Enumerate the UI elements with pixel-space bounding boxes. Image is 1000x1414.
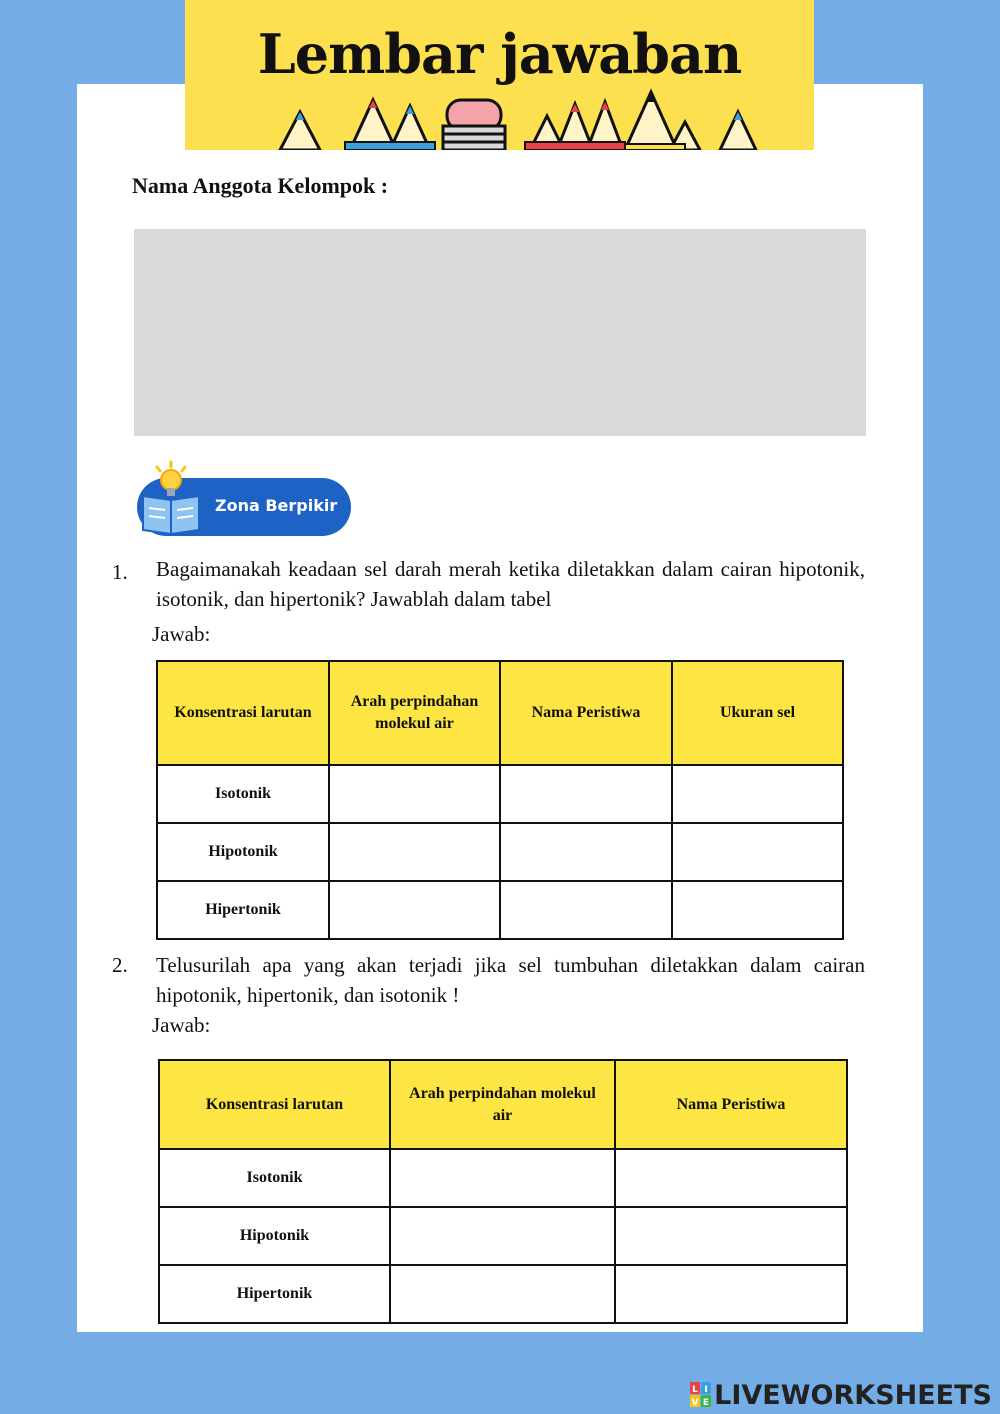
answer-cell[interactable] (329, 823, 500, 881)
table-row (159, 1265, 847, 1323)
row-label-hipertonik: Hipertonik (159, 1265, 390, 1323)
answer-cell[interactable] (615, 1207, 847, 1265)
answer-input[interactable] (681, 785, 834, 802)
answer-cell[interactable] (672, 881, 843, 939)
book-lightbulb-icon (135, 460, 209, 538)
table-1-header-ukuran: Ukuran sel (672, 661, 843, 765)
answer-cell[interactable] (329, 765, 500, 823)
members-label: Nama Anggota Kelompok : (132, 173, 389, 198)
row-label-isotonik: Isotonik (157, 765, 329, 823)
answer-cell[interactable] (329, 881, 500, 939)
answer-cell[interactable] (672, 823, 843, 881)
answer-cell[interactable] (390, 1265, 615, 1323)
answer-input[interactable] (624, 1227, 838, 1244)
answer-input[interactable] (624, 1169, 838, 1186)
answer-input[interactable] (399, 1227, 606, 1244)
logo-letter-l: L (692, 1385, 699, 1395)
table-row (159, 1149, 847, 1207)
question-2-answer-label: Jawab: (152, 1013, 211, 1037)
zona-berpikir-label: Zona Berpikir (215, 496, 338, 515)
pencils-illustration (185, 86, 814, 150)
row-label-hipotonik: Hipotonik (157, 823, 329, 881)
question-2-text: Telusurilah apa yang akan terjadi jika sel tumbuhan diletakkan dalam cairan hipotonik, hipertonik, dan isotonik ! (156, 953, 865, 1007)
liveworksheets-brand: LIVEWORKSHEETS (714, 1379, 992, 1411)
answer-input[interactable] (681, 843, 834, 860)
table-2-header-konsentrasi: Konsentrasi larutan (159, 1060, 390, 1149)
question-1-number: 1. (112, 560, 128, 584)
answer-cell[interactable] (672, 765, 843, 823)
answer-table-2 (158, 1059, 848, 1324)
answer-input[interactable] (399, 1169, 606, 1186)
page-title: Lembar jawaban (257, 22, 742, 86)
logo-letter-i: I (704, 1385, 708, 1395)
table-1-header-konsentrasi: Konsentrasi larutan (157, 661, 329, 765)
table-2-header-arah: Arah perpindahan molekul air (390, 1060, 615, 1149)
answer-input[interactable] (624, 1285, 838, 1302)
answer-cell[interactable] (500, 765, 672, 823)
answer-input[interactable] (338, 843, 491, 860)
answer-table-1 (156, 660, 844, 940)
table-row (159, 1207, 847, 1265)
table-row (157, 765, 843, 823)
answer-input[interactable] (509, 785, 663, 802)
zona-berpikir-badge (137, 478, 351, 536)
members-input[interactable] (134, 229, 866, 436)
question-1-text: Bagaimanakah keadaan sel darah merah ketika diletakkan dalam cairan hipotonik, isotonik, dan hipertonik? Jawablah dalam tabel (156, 557, 865, 611)
answer-input[interactable] (681, 901, 834, 918)
answer-cell[interactable] (615, 1149, 847, 1207)
row-label-hipertonik: Hipertonik (157, 881, 329, 939)
liveworksheets-footer (690, 1378, 992, 1412)
row-label-hipotonik: Hipotonik (159, 1207, 390, 1265)
answer-cell[interactable] (390, 1207, 615, 1265)
answer-cell[interactable] (500, 881, 672, 939)
question-1-answer-label: Jawab: (152, 622, 211, 646)
title-banner (185, 0, 814, 150)
table-row (157, 881, 843, 939)
table-1-header-arah: Arah perpindahan molekul air (329, 661, 500, 765)
answer-cell[interactable] (390, 1149, 615, 1207)
answer-input[interactable] (338, 901, 491, 918)
logo-letter-v: V (691, 1398, 699, 1408)
liveworksheets-logo-icon (690, 1382, 712, 1408)
answer-cell[interactable] (615, 1265, 847, 1323)
row-label-isotonik: Isotonik (159, 1149, 390, 1207)
answer-input[interactable] (399, 1285, 606, 1302)
question-2-number: 2. (112, 953, 128, 977)
answer-input[interactable] (338, 785, 491, 802)
logo-letter-e: E (703, 1398, 710, 1408)
table-2-header-peristiwa: Nama Peristiwa (615, 1060, 847, 1149)
answer-input[interactable] (509, 843, 663, 860)
answer-input[interactable] (509, 901, 663, 918)
table-row (157, 823, 843, 881)
table-1-header-peristiwa: Nama Peristiwa (500, 661, 672, 765)
answer-cell[interactable] (500, 823, 672, 881)
